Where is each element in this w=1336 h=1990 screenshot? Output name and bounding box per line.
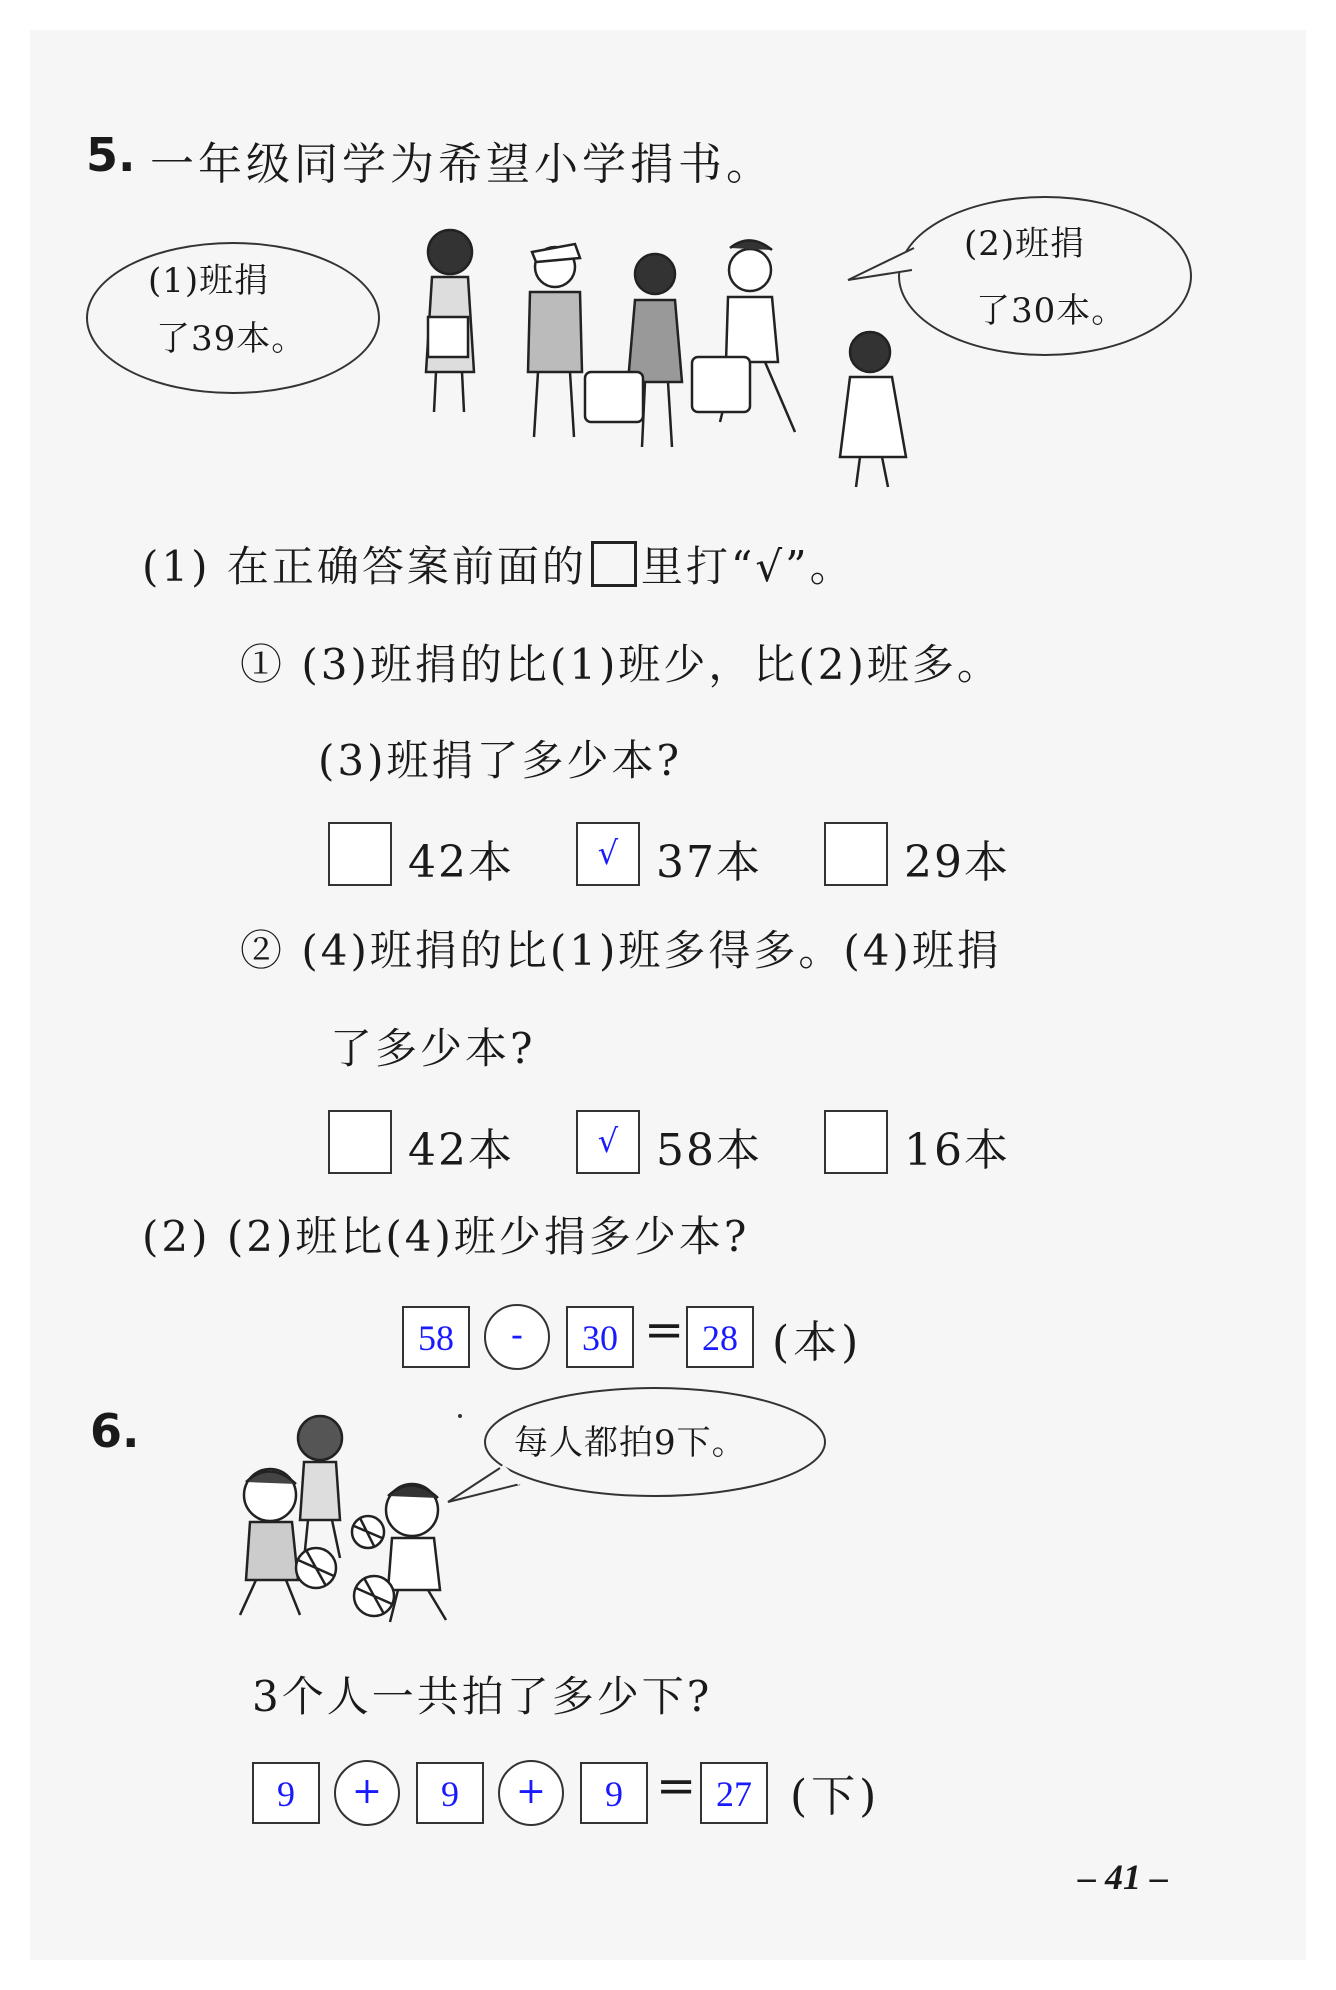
bubble-right-line1: (2)班捐 (964, 224, 1086, 264)
sub1-line2: (3)班捐了多少本? (318, 736, 683, 785)
part2-operator-circle[interactable]: - (484, 1304, 550, 1370)
sub2-option1-label: 42本 (408, 1125, 514, 1176)
q6-answer-box-a[interactable]: 9 (252, 1762, 320, 1824)
sub1-option2-checkbox[interactable]: √ (576, 822, 640, 886)
question-5-title: 一年级同学为希望小学捐书。 (150, 139, 774, 190)
part1-instruction-text-b: 里打“√”。 (640, 542, 855, 591)
empty-box-symbol (591, 541, 637, 587)
q6-answer-box-b[interactable]: 9 (416, 1762, 484, 1824)
sub1-option2-label: 37本 (656, 837, 762, 888)
q6-answer-box-c[interactable]: 9 (580, 1762, 648, 1824)
question-5-number: 5. (86, 128, 136, 182)
q6-operator-circle-1[interactable]: + (334, 1760, 400, 1826)
q6-unit: (下) (790, 1771, 881, 1822)
q6-operator-circle-2[interactable]: + (498, 1760, 564, 1826)
sub2-option2-label: 58本 (656, 1125, 762, 1176)
sub1-option1-checkbox[interactable] (328, 822, 392, 886)
part2-answer-box-result[interactable]: 28 (686, 1306, 754, 1368)
sub2-option3-checkbox[interactable] (824, 1110, 888, 1174)
sub2-option3-label: 16本 (904, 1125, 1010, 1176)
children-carrying-books-illustration (410, 222, 930, 502)
bubble-right-line2: 了30本。 (976, 291, 1127, 331)
sub2-option1-checkbox[interactable] (328, 1110, 392, 1174)
bubble-left-line2: 了39本。 (156, 319, 307, 359)
q6-bubble-text: 每人都拍9下。 (514, 1423, 747, 1463)
sub1-option3-checkbox[interactable] (824, 822, 888, 886)
part2-unit: (本) (772, 1317, 863, 1368)
bubble-left-line1: (1)班捐 (148, 261, 270, 301)
sub2-line2: 了多少本? (330, 1024, 536, 1073)
sub1-option3-label: 29本 (904, 837, 1010, 888)
q6-question: 3个人一共拍了多少下? (252, 1672, 713, 1721)
q6-answer-box-result[interactable]: 27 (700, 1762, 768, 1824)
part2-answer-box-a[interactable]: 58 (402, 1306, 470, 1368)
page-number: – 41 – (1078, 1857, 1168, 1897)
sub2-line1: ② (4)班捐的比(1)班多得多。(4)班捐 (240, 926, 1002, 975)
part1-instruction-text-a: (1) 在正确答案前面的 (142, 542, 587, 591)
part1-instruction (142, 534, 855, 594)
part2-question: (2) (2)班比(4)班少捐多少本? (142, 1212, 750, 1261)
sub1-option1-label: 42本 (408, 837, 514, 888)
q6-equals-sign: = (656, 1758, 697, 1814)
question-6-number: 6. (90, 1404, 140, 1458)
part2-answer-box-b[interactable]: 30 (566, 1306, 634, 1368)
sub2-option2-checkbox[interactable]: √ (576, 1110, 640, 1174)
part2-equals-sign: = (644, 1302, 685, 1358)
sub1-line1: ① (3)班捐的比(1)班少，比(2)班多。 (240, 640, 1002, 689)
